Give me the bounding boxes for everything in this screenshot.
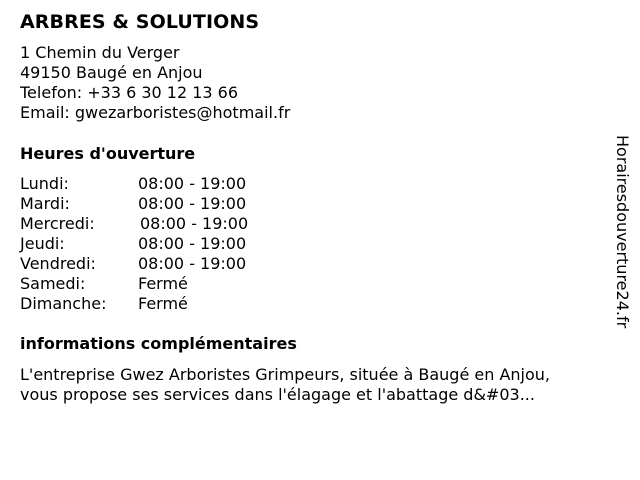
hours-day-label: Vendredi: <box>20 254 96 273</box>
hours-time-value: 08:00 - 19:00 <box>140 214 249 233</box>
hours-row-saturday <box>20 274 320 294</box>
hours-day-label: Jeudi: <box>20 234 65 253</box>
hours-row-friday <box>20 254 320 274</box>
hours-row-wednesday <box>20 214 320 234</box>
hours-day-label: Mardi: <box>20 194 70 213</box>
opening-hours-table <box>20 174 320 314</box>
hours-day-label: Dimanche: <box>20 294 107 313</box>
hours-time-value: 08:00 - 19:00 <box>138 234 247 253</box>
business-contact-block <box>20 43 290 123</box>
additional-info-heading: informations complémentaires <box>20 334 297 353</box>
hours-time-value: Fermé <box>138 294 188 313</box>
hours-row-monday <box>20 174 320 194</box>
hours-time-value: 08:00 - 19:00 <box>138 174 247 193</box>
business-name: ARBRES & SOLUTIONS <box>20 11 260 33</box>
hours-time-value: Fermé <box>138 274 188 293</box>
hours-time-value: 08:00 - 19:00 <box>138 254 247 273</box>
hours-day-label: Samedi: <box>20 274 86 293</box>
address-line-street: 1 Chemin du Verger <box>20 43 180 62</box>
description-line: vous propose ses services dans l'élagage et l'abattage d&#03... <box>20 385 535 404</box>
description-line: L'entreprise Gwez Arboristes Grimpeurs, située à Baugé en Anjou, <box>20 365 550 384</box>
business-description <box>20 365 610 405</box>
phone-number: Telefon: +33 6 30 12 13 66 <box>20 83 239 102</box>
opening-hours-heading: Heures d'ouverture <box>20 144 196 163</box>
hours-row-thursday <box>20 234 320 254</box>
hours-row-sunday <box>20 294 320 314</box>
email-address: Email: gwezarboristes@hotmail.fr <box>20 103 291 122</box>
site-watermark: Horairesdouverture24.fr <box>613 135 632 329</box>
hours-row-tuesday <box>20 194 320 214</box>
hours-time-value: 08:00 - 19:00 <box>138 194 247 213</box>
hours-day-label: Mercredi: <box>20 214 95 233</box>
hours-day-label: Lundi: <box>20 174 69 193</box>
address-line-city: 49150 Baugé en Anjou <box>20 63 203 82</box>
